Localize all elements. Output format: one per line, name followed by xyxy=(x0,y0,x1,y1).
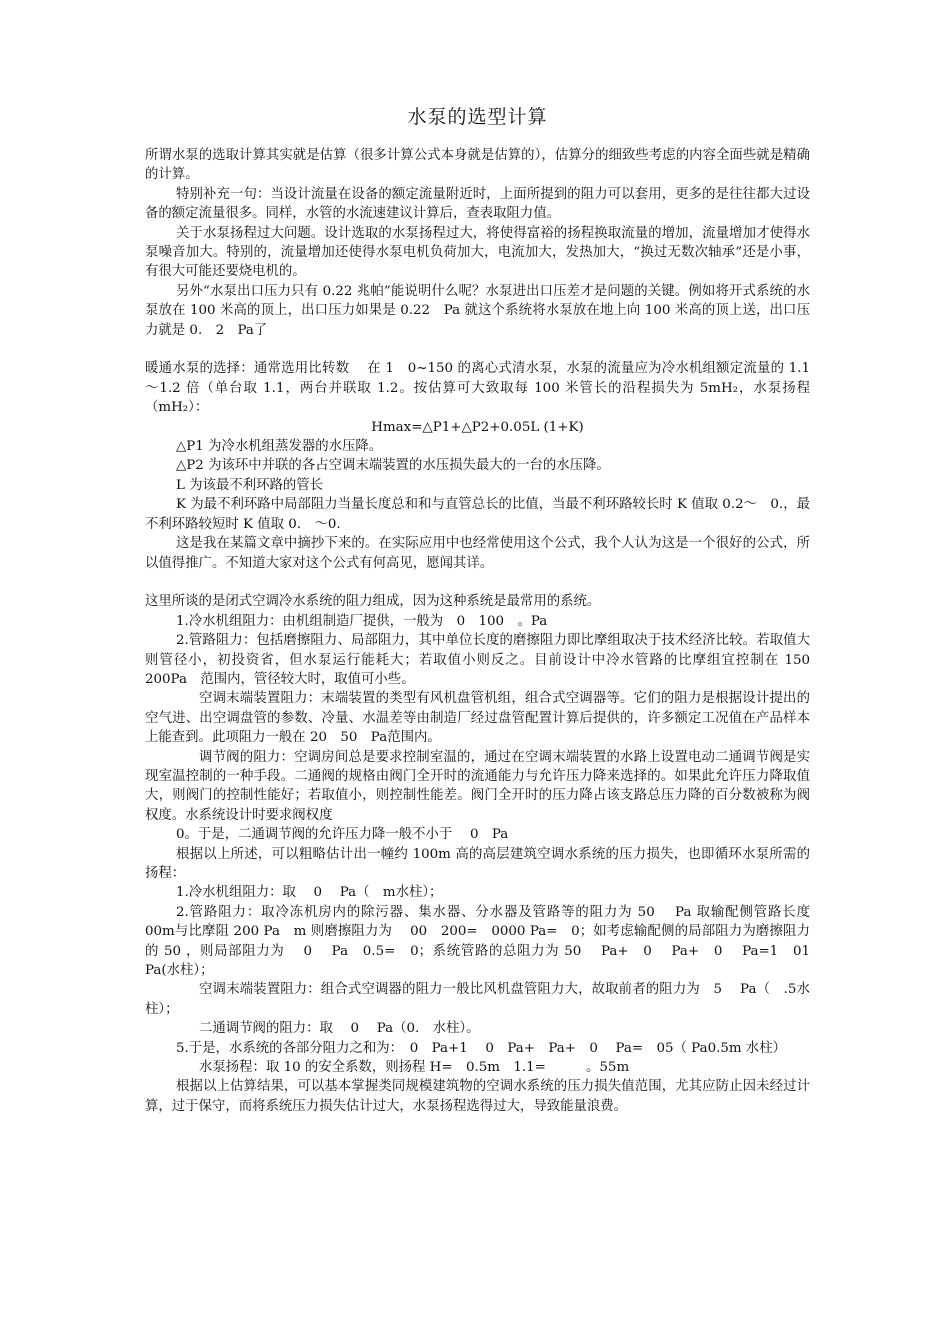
paragraph: 这是我在某篇文章中摘抄下来的。在实际应用中也经常使用这个公式，我个人认为这是一个很好的公式，所以值得推广。不知道大家对这个公式有何高见，愿闻其详。 xyxy=(145,536,810,571)
paragraph: 空调末端装置阻力：末端装置的类型有风机盘管机组，组合式空调器等。它们的阻力是根据设计提出的空气进、出空调盘管的参数、冷量、水温差等由制造厂经过盘管配置计算后提供的，许多额定工况值在产品样本上能查到。此项阻力一般在 20 50 Pa范围内。 xyxy=(145,691,810,746)
blank-line xyxy=(145,573,810,592)
document-title: 水泵的选型计算 xyxy=(407,106,548,128)
paragraph: 2.管路阻力：取冷冻机房内的除污器、集水器、分水器及管路等的阻力为 50 Pa 取输配侧管路长度 00m与比摩阻 200 Pa m 则磨擦阻力为 00 200= 0000 Pa= 0；如考虑输配侧的局部阻力为磨擦阻力的 50 ，则局部阻力为 0 Pa 0.5= 0；系统管路的总阻力为 50 Pa+ 0 Pa+ 0 Pa=1 01 Pa(水柱）； xyxy=(145,904,828,979)
paragraph: 5.于是，水系统的各部分阻力之和为： 0 Pa+1 0 Pa+ Pa+ 0 Pa= 05（ Pa0.5m 水柱） xyxy=(176,1040,786,1056)
blank-line xyxy=(145,340,810,359)
document-body xyxy=(145,146,828,1116)
paragraph: 1.冷水机组阻力：由机组制造厂提供，一般为 0 100 。Pa xyxy=(176,613,548,629)
paragraph: 2.管路阻力：包括磨擦阻力、局部阻力，其中单位长度的磨擦阻力即比摩组取决于技术经济比较。若取值大则管径小，初投资省，但水泵运行能耗大；若取值小则反之。目前设计中冷水管路的比摩组宜控制在 150 200Pa 范围内，管径较大时，取值可小些。 xyxy=(145,633,824,687)
paragraph: 关于水泵扬程过大问题。设计选取的水泵扬程过大，将使得富裕的扬程换取流量的增加，流量增加才使得水泵噪音加大。特别的，流量增加还使得水泵电机负荷加大，电流加大，发热加大，“换过无数次轴承”还是小事，有很大可能还要烧电机的。 xyxy=(145,225,810,280)
paragraph: 1.冷水机组阻力：取 0 Pa（ m水柱）； xyxy=(176,885,443,901)
paragraph: 0。于是，二通调节阀的允许压力降一般不小于 0 Pa xyxy=(176,827,509,843)
paragraph: 根据以上所述，可以粗略估计出一幢约 100m 高的高层建筑空调水系统的压力损失，也即循环水泵所需的扬程： xyxy=(145,846,810,881)
formula-line: Hmax=△P1+△P2+0.05L (1+K) xyxy=(371,419,584,435)
paragraph: 所谓水泵的选取计算其实就是估算（很多计算公式本身就是估算的），估算分的细致些考虑的内容全面些就是精确的计算。 xyxy=(145,148,810,183)
paragraph: 另外“水泵出口压力只有 0.22 兆帕”能说明什么呢？水泵进出口压差才是问题的关键。例如将开式系统的水泵放在 100 米高的顶上，出口压力如果是 0.22 Pa 就这个系统将水泵放在地上向 100 米高的顶上送，出口压力就是 0. 2 Pa了 xyxy=(145,283,810,338)
paragraph: K 为最不利环路中局部阻力当量长度总和和与直管总长的比值，当最不利环路较长时 K 值取 0.2～ 0.，最不利环路较短时 K 值取 0. ～0. xyxy=(145,497,810,532)
paragraph: 调节阀的阻力：空调房间总是要求控制室温的，通过在空调末端装置的水路上设置电动二通调节阀是实现室温控制的一种手段。二通阀的规格由阀门全开时的流通能力与允许压力降来选择的。如果此允许压力降取值大，则阀门的控制性能好；若取值小，则控制性能差。阀门全开时的压力降占该支路总压力降的百分数被称为阀权度。水系统设计时要求阀权度 xyxy=(145,749,810,823)
paragraph: 二通调节阀的阻力：取 0 Pa（0. 水柱）。 xyxy=(199,1021,480,1037)
paragraph: △P2 为该环中并联的各占空调末端装置的水压损失最大的一台的水压降。 xyxy=(176,458,610,474)
paragraph: 特别补充一句：当设计流量在设备的额定流量附近时，上面所提到的阻力可以套用，更多的是往往都大过设备的额定流量很多。同样，水管的水流速建议计算后，查表取阻力值。 xyxy=(145,186,810,222)
paragraph: 暖通水泵的选择：通常选用比转数 在 1 0~150 的离心式清水泵，水泵的流量应为冷水机组额定流量的 1.1～1.2 倍（单台取 1.1，两台并联取 1.2。按估算可大致取每 100 米管长的沿程损失为 5mH₂，水泵扬程（mH₂）： xyxy=(145,361,810,416)
paragraph: △P1 为冷水机组蒸发器的水压降。 xyxy=(176,439,383,455)
paragraph: 根据以上估算结果，可以基本掌握类同规模建筑物的空调水系统的压力损失值范围，尤其应防止因未经过计算，过于保守，而将系统压力损失估计过大，水泵扬程选得过大，导致能量浪费。 xyxy=(145,1079,810,1114)
paragraph: L 为该最不利环路的管长 xyxy=(176,477,324,493)
paragraph: 水泵扬程：取 10 的安全系数，则扬程 H= 0.5m 1.1= 。55m xyxy=(199,1060,630,1076)
paragraph: 空调末端装置阻力：组合式空调器的阻力一般比风机盘管阻力大，故取前者的阻力为 5 Pa（ .5水柱）； xyxy=(145,982,810,1017)
paragraph: 这里所谈的是闭式空调冷水系统的阻力组成，因为这种系统是最常用的系统。 xyxy=(145,594,601,610)
